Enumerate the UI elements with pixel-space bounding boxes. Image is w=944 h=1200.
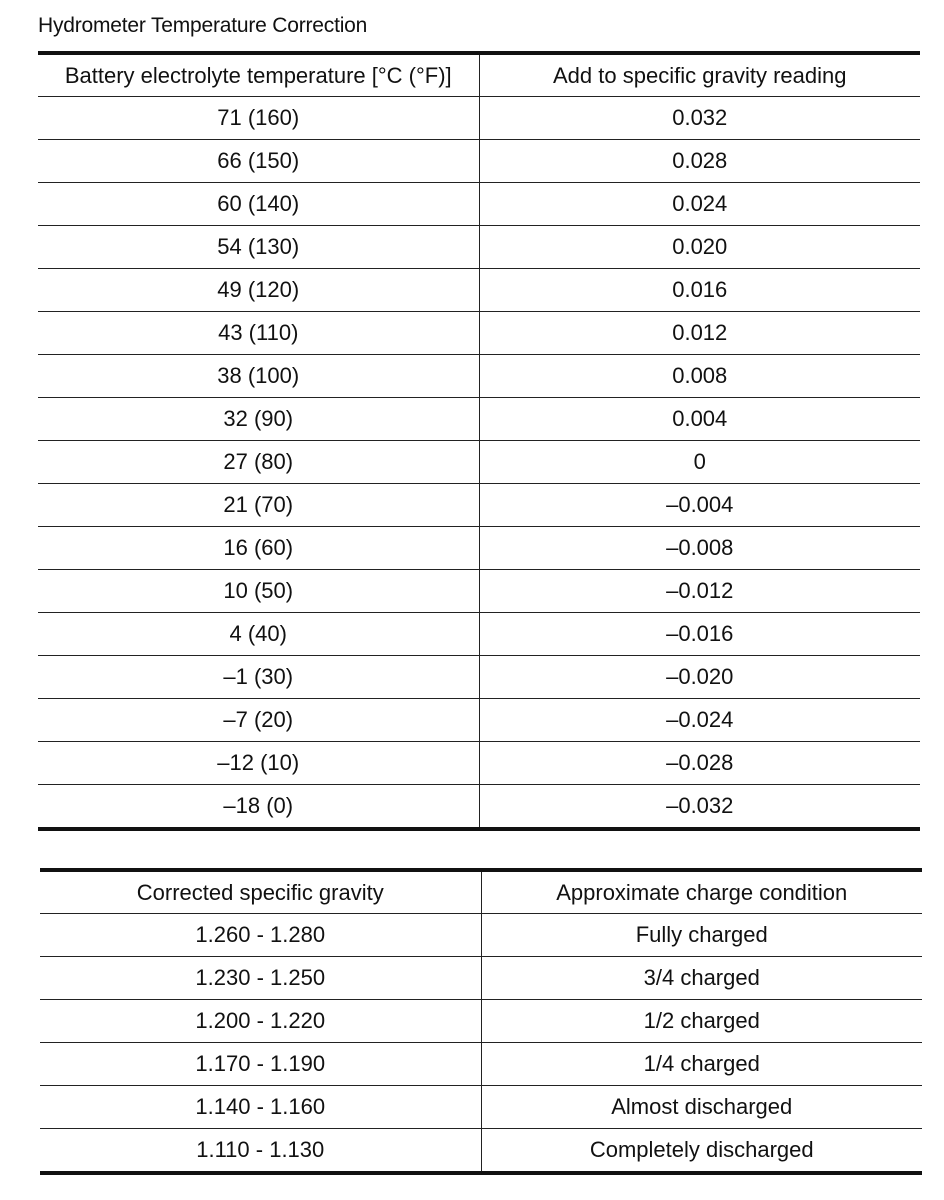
table-header-row: [40, 870, 922, 914]
charge-condition-cell: 3/4 charged: [481, 957, 922, 1000]
temperature-cell: 16 (60): [38, 527, 479, 570]
charge-condition-table: [40, 868, 922, 1175]
temperature-cell: –12 (10): [38, 742, 479, 785]
table-header-row: [38, 53, 920, 97]
correction-value-cell: –0.004: [479, 484, 920, 527]
temperature-cell: 10 (50): [38, 570, 479, 613]
temperature-cell: 54 (130): [38, 226, 479, 269]
charge-condition-cell: Completely discharged: [481, 1129, 922, 1174]
specific-gravity-cell: 1.110 - 1.130: [40, 1129, 481, 1174]
correction-value-cell: –0.028: [479, 742, 920, 785]
table-row: [38, 355, 920, 398]
table-row: [38, 570, 920, 613]
specific-gravity-cell: 1.200 - 1.220: [40, 1000, 481, 1043]
correction-value-cell: 0.004: [479, 398, 920, 441]
correction-value-cell: 0.016: [479, 269, 920, 312]
temperature-cell: 32 (90): [38, 398, 479, 441]
table-row: [38, 183, 920, 226]
table-row: [38, 312, 920, 355]
table-row: [40, 957, 922, 1000]
temperature-cell: –1 (30): [38, 656, 479, 699]
correction-value-cell: –0.012: [479, 570, 920, 613]
table-row: [38, 785, 920, 830]
table-row: [38, 742, 920, 785]
temperature-cell: 4 (40): [38, 613, 479, 656]
table-row: [40, 1129, 922, 1174]
correction-value-cell: 0.012: [479, 312, 920, 355]
column-header-correction: Add to specific gravity reading: [479, 53, 920, 97]
column-header-specific-gravity: Corrected specific gravity: [40, 870, 481, 914]
table-row: [40, 914, 922, 957]
correction-value-cell: –0.008: [479, 527, 920, 570]
charge-condition-cell: Almost discharged: [481, 1086, 922, 1129]
table-row: [40, 1000, 922, 1043]
temperature-cell: 66 (150): [38, 140, 479, 183]
column-header-temperature: Battery electrolyte temperature [°C (°F)]: [38, 53, 479, 97]
temperature-cell: –18 (0): [38, 785, 479, 830]
specific-gravity-cell: 1.260 - 1.280: [40, 914, 481, 957]
correction-value-cell: –0.016: [479, 613, 920, 656]
temperature-cell: –7 (20): [38, 699, 479, 742]
table-row: [40, 1043, 922, 1086]
table-row: [38, 484, 920, 527]
temperature-cell: 38 (100): [38, 355, 479, 398]
correction-value-cell: –0.020: [479, 656, 920, 699]
specific-gravity-cell: 1.230 - 1.250: [40, 957, 481, 1000]
charge-condition-cell: 1/2 charged: [481, 1000, 922, 1043]
specific-gravity-cell: 1.140 - 1.160: [40, 1086, 481, 1129]
temperature-cell: 43 (110): [38, 312, 479, 355]
column-header-charge-condition: Approximate charge condition: [481, 870, 922, 914]
correction-value-cell: 0: [479, 441, 920, 484]
correction-value-cell: –0.024: [479, 699, 920, 742]
table-row: [38, 441, 920, 484]
correction-value-cell: 0.024: [479, 183, 920, 226]
charge-condition-cell: Fully charged: [481, 914, 922, 957]
table-row: [40, 1086, 922, 1129]
table-row: [38, 269, 920, 312]
table-row: [38, 97, 920, 140]
correction-value-cell: –0.032: [479, 785, 920, 830]
table-row: [38, 613, 920, 656]
temperature-cell: 71 (160): [38, 97, 479, 140]
table-row: [38, 656, 920, 699]
table-row: [38, 699, 920, 742]
temperature-cell: 27 (80): [38, 441, 479, 484]
specific-gravity-cell: 1.170 - 1.190: [40, 1043, 481, 1086]
temperature-correction-table: [38, 51, 920, 831]
temperature-cell: 60 (140): [38, 183, 479, 226]
correction-value-cell: 0.028: [479, 140, 920, 183]
temperature-cell: 21 (70): [38, 484, 479, 527]
temperature-cell: 49 (120): [38, 269, 479, 312]
table-row: [38, 398, 920, 441]
correction-value-cell: 0.008: [479, 355, 920, 398]
document-title: Hydrometer Temperature Correction: [38, 14, 368, 37]
correction-value-cell: 0.032: [479, 97, 920, 140]
table-row: [38, 527, 920, 570]
charge-condition-cell: 1/4 charged: [481, 1043, 922, 1086]
correction-value-cell: 0.020: [479, 226, 920, 269]
table-row: [38, 226, 920, 269]
table-row: [38, 140, 920, 183]
